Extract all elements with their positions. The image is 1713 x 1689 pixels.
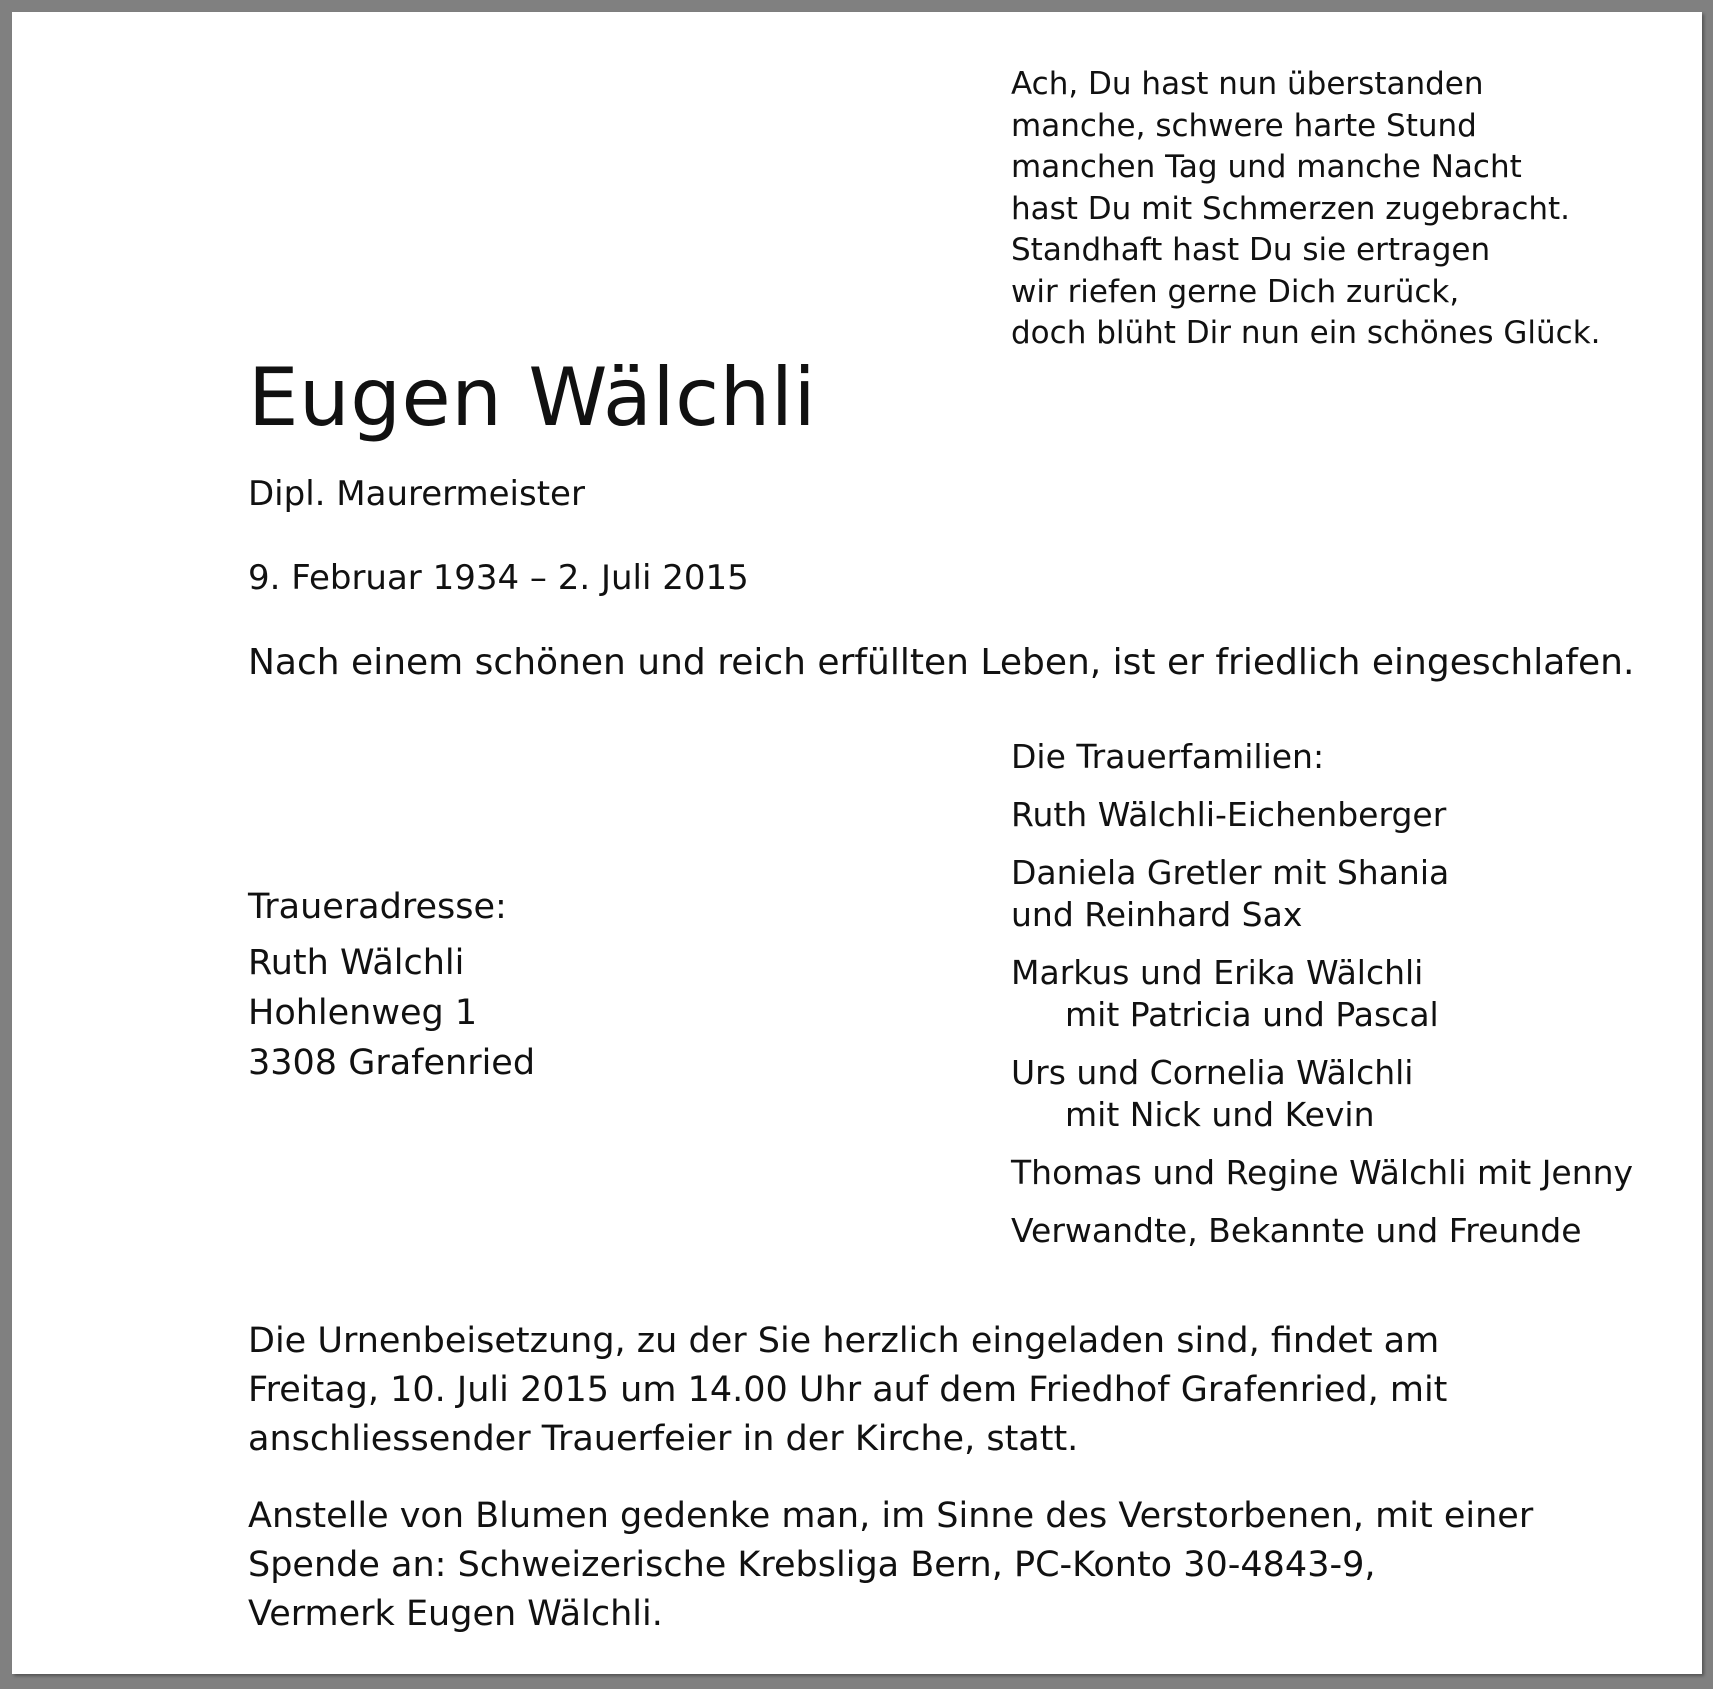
funeral-info xyxy=(248,1317,1447,1464)
obituary-page xyxy=(12,12,1702,1674)
family-group xyxy=(1011,852,1633,936)
donation-line: Spende an: Schweizerische Krebsliga Bern, PC-Konto 30-4843-9, xyxy=(248,1545,1376,1585)
address-line: Hohlenweg 1 xyxy=(248,993,478,1033)
family-line: und Reinhard Sax xyxy=(1011,895,1303,934)
poem-line: manchen Tag und manche Nacht xyxy=(1011,149,1522,185)
family-line: Daniela Gretler mit Shania xyxy=(1011,853,1450,892)
poem-line: manche, schwere harte Stund xyxy=(1011,107,1477,144)
family-group xyxy=(1011,1052,1633,1136)
poem-line: doch blüht Dir nun ein schönes Glück. xyxy=(1011,315,1601,351)
deceased-profession: Dipl. Maurermeister xyxy=(248,474,585,514)
deceased-name: Eugen Wälchli xyxy=(248,351,817,444)
families-heading: Die Trauerfamilien: xyxy=(1011,737,1325,776)
family-group xyxy=(1011,794,1633,836)
mourning-families xyxy=(1011,736,1633,1252)
family-group xyxy=(1011,1152,1633,1194)
family-group xyxy=(1011,952,1633,1036)
funeral-line: Die Urnenbeisetzung, zu der Sie herzlich eingeladen sind, findet am xyxy=(248,1321,1440,1361)
poem-line: wir riefen gerne Dich zurück, xyxy=(1011,273,1460,310)
family-line: Thomas und Regine Wälchli mit Jenny xyxy=(1011,1153,1634,1192)
family-line: Urs und Cornelia Wälchli xyxy=(1011,1053,1414,1092)
family-line: Verwandte, Bekannte und Freunde xyxy=(1011,1211,1582,1250)
funeral-line: Freitag, 10. Juli 2015 um 14.00 Uhr auf dem Friedhof Grafenried, mit xyxy=(248,1370,1448,1410)
donation-line: Vermerk Eugen Wälchli. xyxy=(248,1594,663,1634)
family-line: mit Patricia und Pascal xyxy=(1065,995,1439,1034)
poem-line: hast Du mit Schmerzen zugebracht. xyxy=(1011,190,1571,227)
poem-line: Standhaft hast Du sie ertragen xyxy=(1011,232,1491,268)
life-dates: 9. Februar 1934 – 2. Juli 2015 xyxy=(248,558,749,598)
family-line: Ruth Wälchli-Eichenberger xyxy=(1011,795,1447,834)
announcement-text: Nach einem schönen und reich erfüllten Leben, ist er friedlich eingeschlafen. xyxy=(248,642,1635,683)
mourning-address xyxy=(248,884,535,1088)
address-line: 3308 Grafenried xyxy=(248,1043,536,1083)
family-group xyxy=(1011,1210,1633,1252)
donation-line: Anstelle von Blumen gedenke man, im Sinne des Verstorbenen, mit einer xyxy=(248,1496,1534,1536)
address-line: Ruth Wälchli xyxy=(248,943,465,983)
funeral-line: anschliessender Trauerfeier in der Kirche, statt. xyxy=(248,1419,1079,1459)
poem-line: Ach, Du hast nun überstanden xyxy=(1011,66,1484,102)
poem xyxy=(1011,64,1601,355)
donation-info xyxy=(248,1492,1533,1639)
address-heading: Traueradresse: xyxy=(248,887,507,927)
family-line: mit Nick und Kevin xyxy=(1065,1095,1375,1134)
family-line: Markus und Erika Wälchli xyxy=(1011,953,1424,992)
